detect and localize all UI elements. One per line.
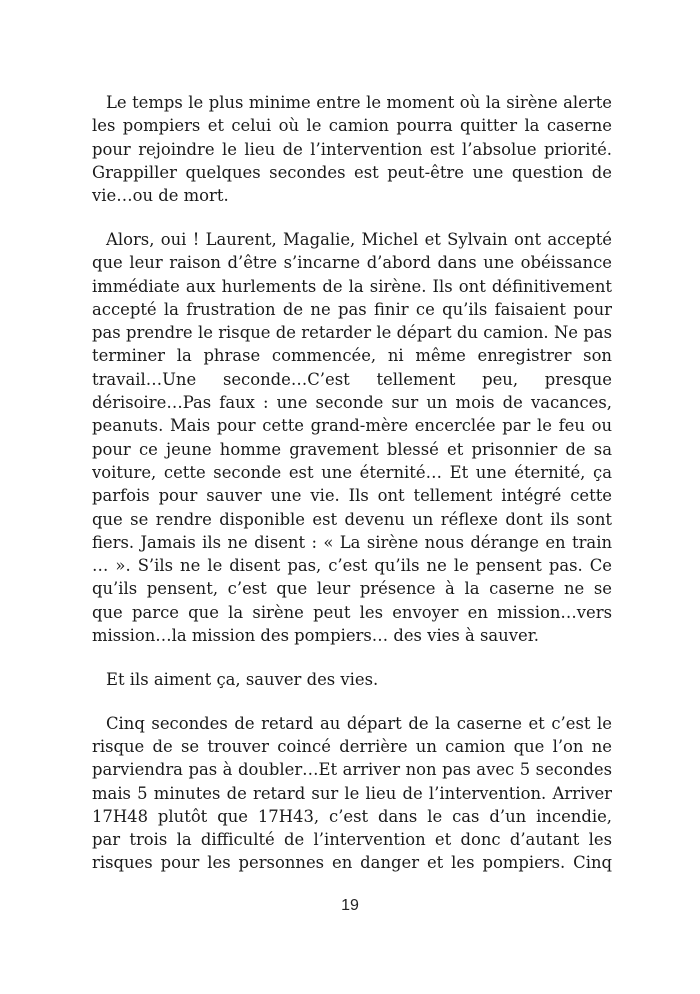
text-line: que leur raison d’être s’incarne d’abord dans une obéissance (92, 253, 612, 273)
page-number: 19 (341, 897, 359, 914)
paragraph (92, 668, 612, 691)
text-line: immédiate aux hurlements de la sirène. Ils ont définitivement (92, 276, 612, 296)
text-line: travail…Une seconde…C’est tellement peu, presque (92, 369, 612, 389)
text-line: vie…ou de mort. (92, 186, 229, 206)
text-line: que parce que la sirène peut les envoyer en mission…vers (92, 602, 612, 622)
text-line: pour ce jeune homme gravement blessé et prisonnier de sa (92, 439, 612, 459)
text-line: Le temps le plus minime entre le moment où la sirène alerte (106, 93, 612, 112)
text-line: dérisoire…Pas faux : une seconde sur un mois de vacances, (92, 393, 612, 413)
text-line: parviendra pas à doubler…Et arriver non pas avec 5 secondes (92, 760, 612, 780)
text-line: que se rendre disponible est devenu un réflexe dont ils sont (92, 509, 612, 529)
text-line: les pompiers et celui où le camion pourra quitter la caserne (92, 116, 612, 136)
text-line: risques pour les personnes en danger et les pompiers. Cinq (92, 853, 612, 873)
paragraph (92, 228, 612, 647)
text-line: pas prendre le risque de retarder le départ du camion. Ne pas (92, 323, 612, 343)
text-line: accepté la frustration de ne pas finir ce qu’ils faisaient pour (92, 299, 612, 319)
text-line: fiers. Jamais ils ne disent : « La sirène nous dérange en train (92, 532, 612, 552)
text-line: … ». S’ils ne le disent pas, c’est qu’ils ne le pensent pas. Ce (92, 556, 612, 576)
text-line: 17H48 plutôt que 17H43, c’est dans le cas d’un incendie, (92, 806, 612, 826)
text-line: Grappiller quelques secondes est peut-être une question de (92, 162, 612, 182)
text-line: mission…la mission des pompiers… des vies à sauver. (92, 626, 539, 646)
paragraph (92, 91, 612, 207)
text-line: terminer la phrase commencée, ni même enregistrer son (92, 346, 612, 366)
page-body (92, 91, 612, 895)
text-line: parfois pour sauver une vie. Ils ont tellement intégré cette (92, 486, 612, 506)
text-line: pour rejoindre le lieu de l’intervention est l’absolue priorité. (92, 139, 612, 159)
paragraph (92, 712, 612, 875)
text-line: voiture, cette seconde est une éternité… Et une éternité, ça (92, 462, 612, 482)
text-line: peanuts. Mais pour cette grand-mère encerclée par le feu ou (92, 416, 612, 436)
text-line: mais 5 minutes de retard sur le lieu de l’intervention. Arriver (92, 783, 612, 803)
text-line: Cinq secondes de retard au départ de la caserne et c’est le (106, 713, 612, 733)
text-line: par trois la difficulté de l’intervention et donc d’autant les (92, 830, 612, 850)
text-line: risque de se trouver coincé derrière un camion que l’on ne (92, 736, 612, 756)
text-line: Et ils aiment ça, sauver des vies. (106, 669, 379, 689)
text-line: qu’ils pensent, c’est que leur présence à la caserne ne se (92, 579, 612, 599)
text-line: Alors, oui ! Laurent, Magalie, Michel et Sylvain ont accepté (106, 229, 612, 249)
